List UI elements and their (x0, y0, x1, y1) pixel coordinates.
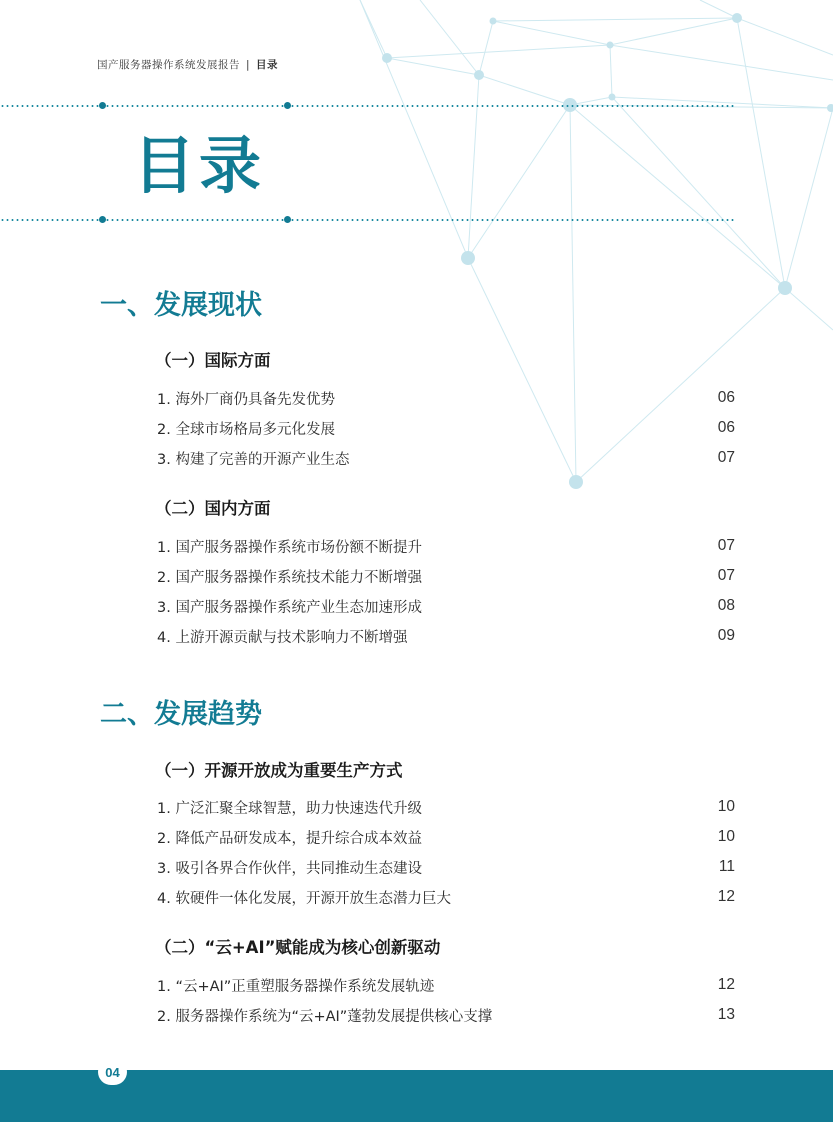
toc-entry[interactable] (157, 974, 735, 996)
toc-entry-label: 3. 构建了完善的开源产业生态 (157, 451, 350, 468)
toc-entry[interactable] (157, 565, 735, 587)
page-number: 04 (98, 1059, 127, 1085)
toc-entry[interactable] (157, 387, 735, 409)
toc-entry[interactable] (157, 826, 735, 848)
toc-entry[interactable] (157, 796, 735, 818)
section-title: 二、发展趋势 (100, 699, 262, 730)
toc-entry-page: 07 (717, 449, 735, 466)
toc-entry-page: 11 (718, 858, 735, 875)
toc-entry-page: 09 (717, 627, 735, 644)
running-header (97, 57, 278, 72)
toc-entry-label: 1. 海外厂商仍具备先发优势 (157, 391, 335, 408)
toc-entry-label: 1. 广泛汇聚全球智慧，助力快速迭代升级 (157, 800, 422, 817)
toc-entry[interactable] (157, 417, 735, 439)
toc-entry-page: 13 (717, 1006, 735, 1023)
toc-entry[interactable] (157, 535, 735, 557)
toc-entry[interactable] (157, 886, 735, 908)
toc-entry-label: 4. 上游开源贡献与技术影响力不断增强 (157, 629, 408, 646)
toc-entry-page: 06 (717, 419, 735, 436)
toc-entry-page: 10 (717, 828, 735, 845)
toc-entry-label: 3. 吸引各界合作伙伴，共同推动生态建设 (157, 860, 422, 877)
divider-bottom (0, 219, 735, 221)
toc-entry-label: 2. 降低产品研发成本，提升综合成本效益 (157, 830, 422, 847)
toc-entry[interactable] (157, 856, 735, 878)
toc-entry-label: 3. 国产服务器操作系统产业生态加速形成 (157, 599, 422, 616)
toc-entry-label: 2. 国产服务器操作系统技术能力不断增强 (157, 569, 422, 586)
toc-entry[interactable] (157, 625, 735, 647)
subsection-title: （一）开源开放成为重要生产方式 (155, 761, 403, 780)
network-decoration (0, 0, 833, 520)
toc-entry-label: 2. 服务器操作系统为“云+AI”蓬勃发展提供核心支撑 (157, 1008, 493, 1025)
toc-entry-page: 10 (717, 798, 735, 815)
subsection-title: （一）国际方面 (155, 351, 271, 370)
toc-entry-page: 08 (717, 597, 735, 614)
toc-entry-label: 2. 全球市场格局多元化发展 (157, 421, 335, 438)
toc-entry[interactable] (157, 1004, 735, 1026)
divider-node (284, 102, 291, 109)
divider-node (99, 102, 106, 109)
divider-node (99, 216, 106, 223)
page-title: 目录 (133, 129, 266, 202)
report-title: 国产服务器操作系统发展报告 (97, 59, 240, 71)
toc-entry-page: 12 (717, 888, 735, 905)
toc-entry[interactable] (157, 447, 735, 469)
toc-entry-label: 1. “云+AI”正重塑服务器操作系统发展轨迹 (157, 978, 435, 995)
header-separator: | (246, 59, 251, 71)
toc-entry-page: 07 (717, 537, 735, 554)
toc-entry-label: 1. 国产服务器操作系统市场份额不断提升 (157, 539, 422, 556)
divider-top (0, 105, 735, 107)
divider-node (284, 216, 291, 223)
toc-entry-label: 4. 软硬件一体化发展，开源开放生态潜力巨大 (157, 890, 451, 907)
toc-entry-page: 06 (717, 389, 735, 406)
toc-entry[interactable] (157, 595, 735, 617)
subsection-title: （二）“云+AI”赋能成为核心创新驱动 (155, 938, 441, 957)
toc-entry-page: 07 (717, 567, 735, 584)
header-section: 目录 (256, 59, 279, 71)
section-title: 一、发展现状 (100, 290, 262, 321)
toc-entry-page: 12 (717, 976, 735, 993)
subsection-title: （二）国内方面 (155, 499, 271, 518)
